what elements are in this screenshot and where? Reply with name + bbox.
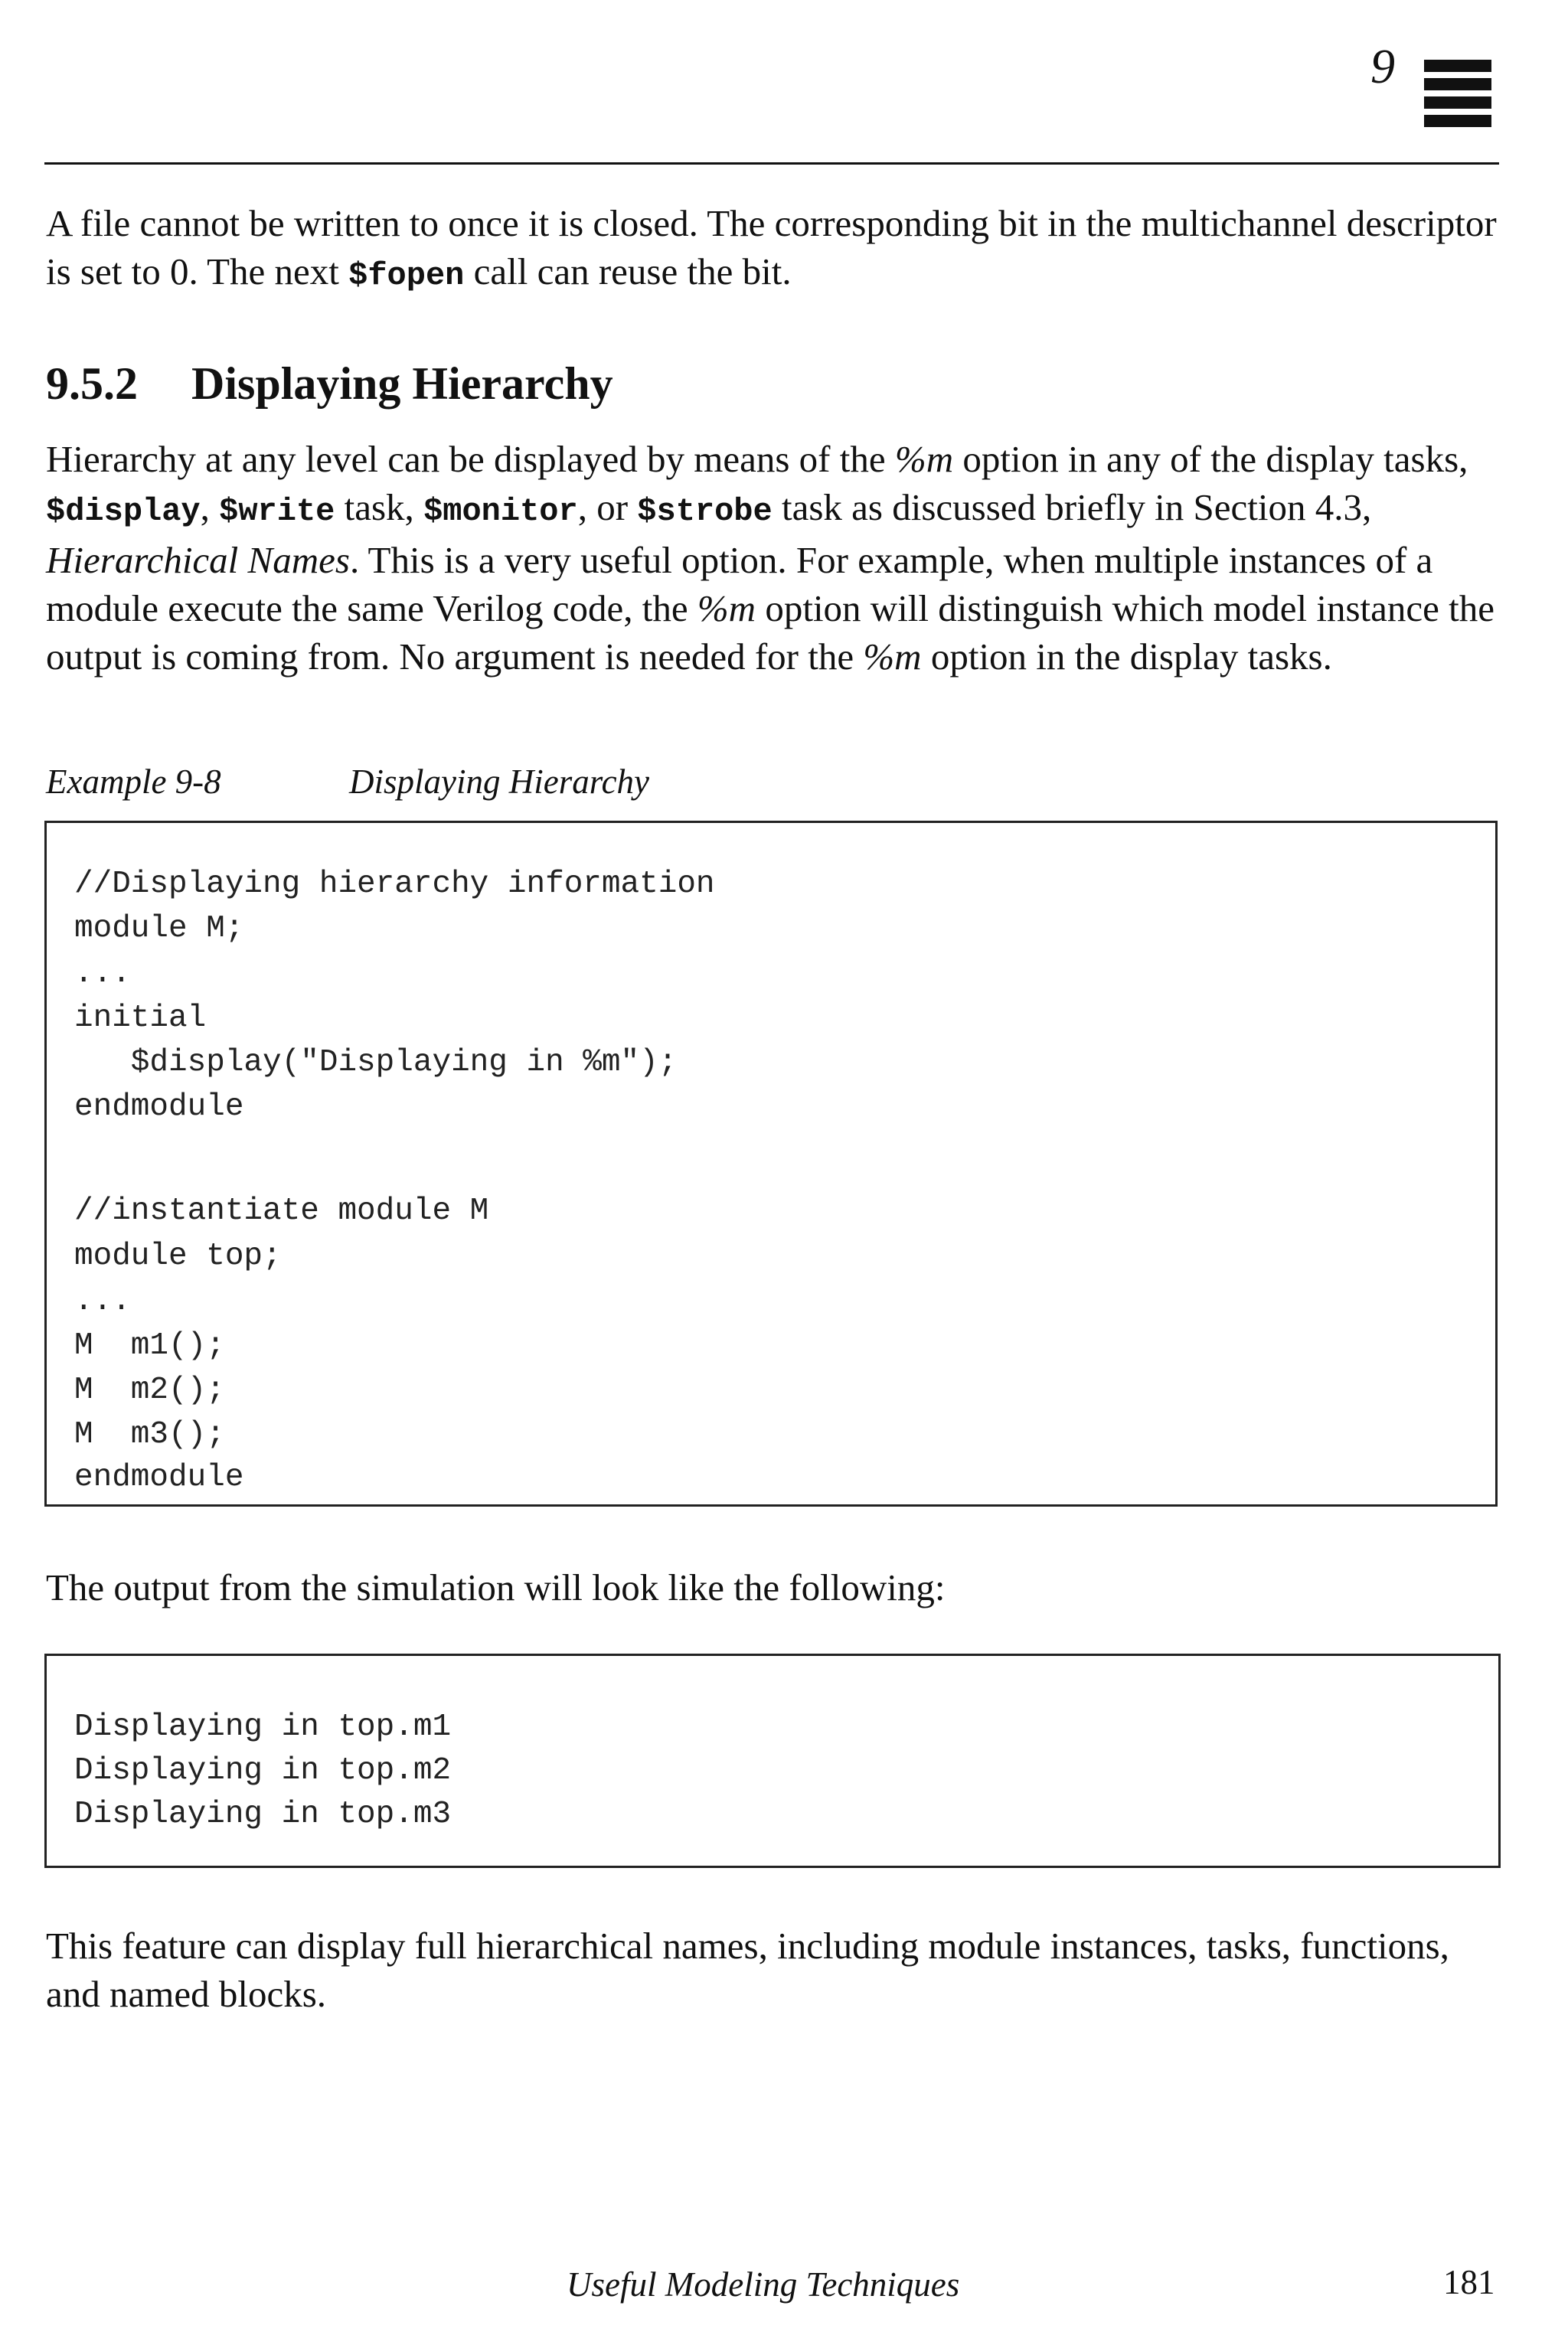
- footer-title: Useful Modeling Techniques: [567, 2265, 960, 2304]
- output-intro: The output from the simulation will look like the following:: [46, 1566, 946, 1608]
- example-title: Displaying Hierarchy: [349, 763, 650, 801]
- code-line: endmodule: [74, 1460, 244, 1495]
- page-number: 181: [1443, 2263, 1495, 2301]
- section-reference: Hierarchical Names: [46, 539, 350, 581]
- code-fopen: $fopen: [348, 257, 465, 294]
- code-write: $write: [219, 493, 335, 530]
- code-line: M m3();: [74, 1417, 225, 1452]
- chapter-marker-bars: [1424, 60, 1491, 136]
- chapter-number: 9: [1370, 39, 1395, 93]
- header-rule: [44, 162, 1499, 165]
- code-line: //Displaying hierarchy information: [74, 867, 715, 902]
- code-line: $display("Displaying in %m");: [74, 1045, 678, 1080]
- section-number: 9.5.2: [46, 358, 138, 409]
- code-listing-box: [44, 821, 1498, 1507]
- code-line: initial: [74, 1001, 207, 1036]
- code-line: M m1();: [74, 1328, 225, 1363]
- code-line: module top;: [74, 1239, 282, 1274]
- output-box: [44, 1654, 1501, 1868]
- intro-paragraph: A file cannot be written to once it is closed. The corresponding bit in the multichannel descriptor is set to 0. The next $fopen call can reuse the bit.: [46, 202, 1497, 294]
- code-display: $display: [46, 493, 201, 530]
- code-strobe: $strobe: [637, 493, 773, 530]
- code-line: ...: [74, 1284, 131, 1319]
- output-line: Displaying in top.m3: [74, 1797, 452, 1832]
- section-heading: [46, 358, 613, 410]
- code-line: endmodule: [74, 1089, 244, 1125]
- code-monitor: $monitor: [423, 493, 578, 530]
- example-caption: [46, 762, 650, 802]
- output-line: Displaying in top.m1: [74, 1710, 452, 1745]
- code-line: M m2();: [74, 1373, 225, 1408]
- example-label: Example 9-8: [46, 763, 221, 801]
- code-line: ...: [74, 956, 131, 991]
- code-line: module M;: [74, 911, 244, 946]
- output-line: Displaying in top.m2: [74, 1753, 452, 1788]
- code-line: //instantiate module M: [74, 1194, 489, 1229]
- closing-paragraph: This feature can display full hierarchical names, including module instances, tasks, functions, and named blocks.: [46, 1925, 1449, 2015]
- body-paragraph: Hierarchy at any level can be displayed by means of the %m option in any of the display tasks, $display, $write task, $monitor, or $strobe task as discussed briefly in Section 4.3, Hierarchical Names. This is a very useful option. For example, when multiple instances of a module execute the same Verilog code, the %m option will distinguish which model instance the output is coming from. No argument is needed for the %m option in the display tasks.: [46, 438, 1495, 678]
- section-title: Displaying Hierarchy: [191, 358, 613, 409]
